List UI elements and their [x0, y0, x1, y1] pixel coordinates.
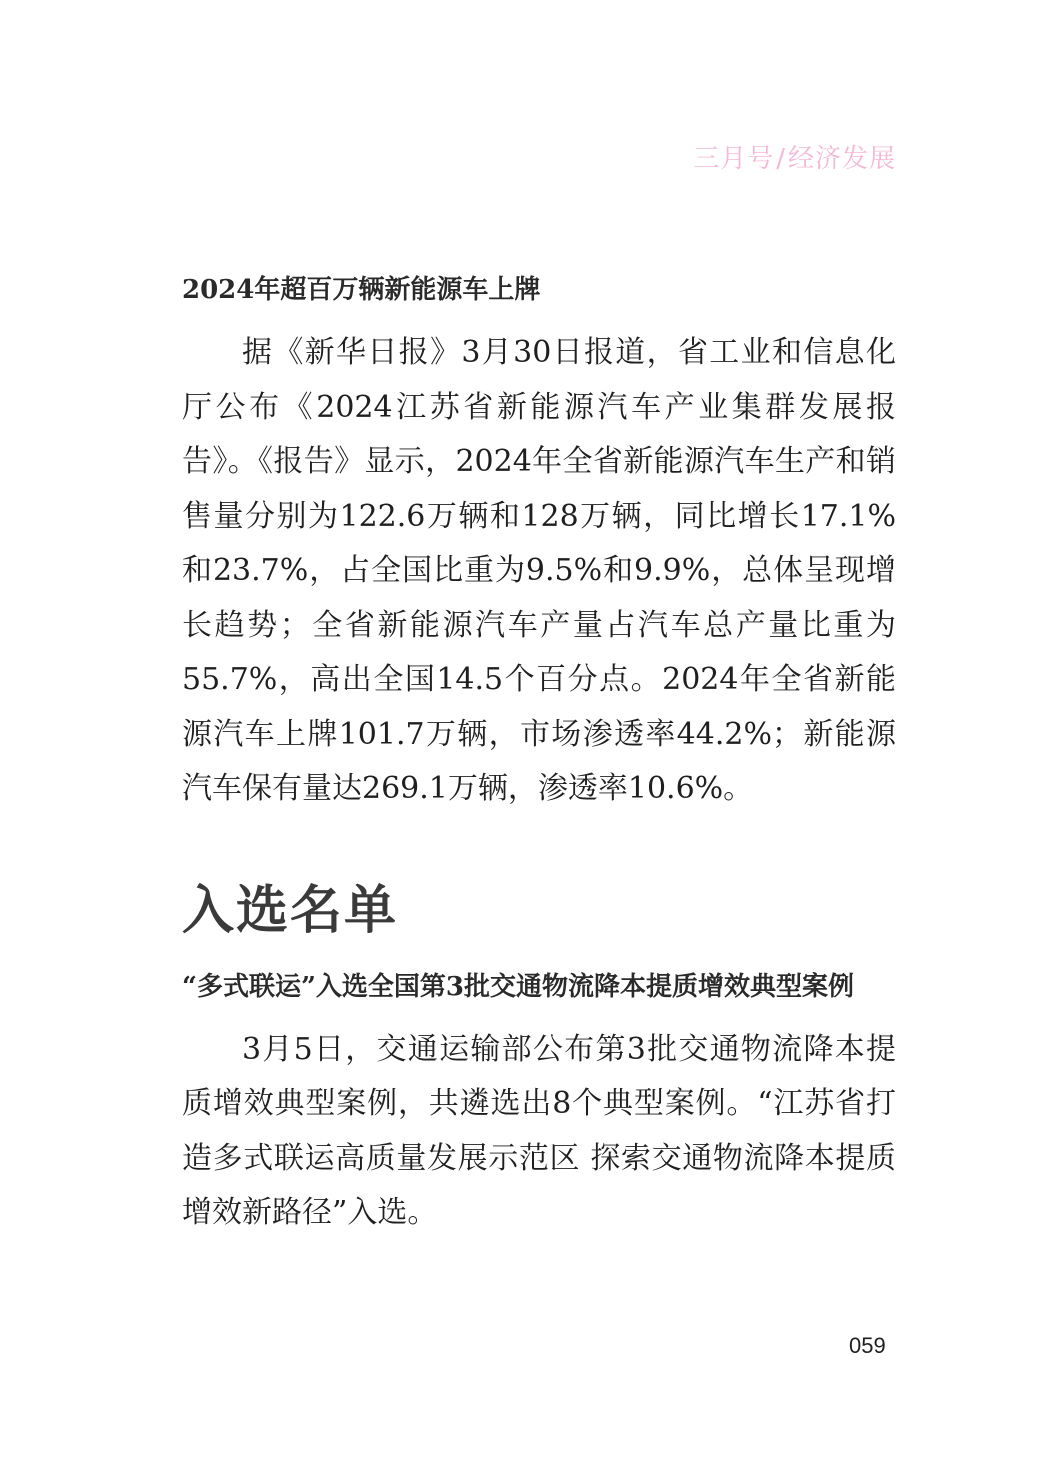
- article2-body: 3月5日，交通运输部公布第3批交通物流降本提质增效典型案例，共遴选出8个典型案例。“江苏省打造多式联运高质量发展示范区 探索交通物流降本提质增效新路径”入选。: [182, 1031, 896, 1230]
- article2-heading: “多式联运”入选全国第3批交通物流降本提质增效典型案例: [182, 971, 855, 1002]
- article1-body: 据《新华日报》3月30日报道，省工业和信息化厅公布《2024江苏省新能源汽车产业集群发展报告》。《报告》显示，2024年全省新能源汽车生产和销售量分别为122.6万辆和128万辆，同比增长17.1%和23.7%，占全国比重为9.5%和9.9%，总体呈现增长趋势；全省新能源汽车产量占汽车总产量比重为55.7%，高出全国14.5个百分点。2024年全省新能源汽车上牌101.7万辆，市场渗透率44.2%；新能源汽车保有量达269.1万辆，渗透率10.6%。: [182, 335, 896, 806]
- header-column: 经济发展: [787, 144, 896, 174]
- page-content: [182, 272, 896, 1241]
- article1-heading: 2024年超百万辆新能源车上牌: [182, 275, 541, 305]
- section-title: 入选名单: [182, 880, 399, 941]
- header-issue: 三月号: [693, 144, 775, 174]
- header-separator: /: [776, 144, 786, 174]
- running-header: [693, 138, 896, 175]
- page-number: 059: [849, 1333, 886, 1358]
